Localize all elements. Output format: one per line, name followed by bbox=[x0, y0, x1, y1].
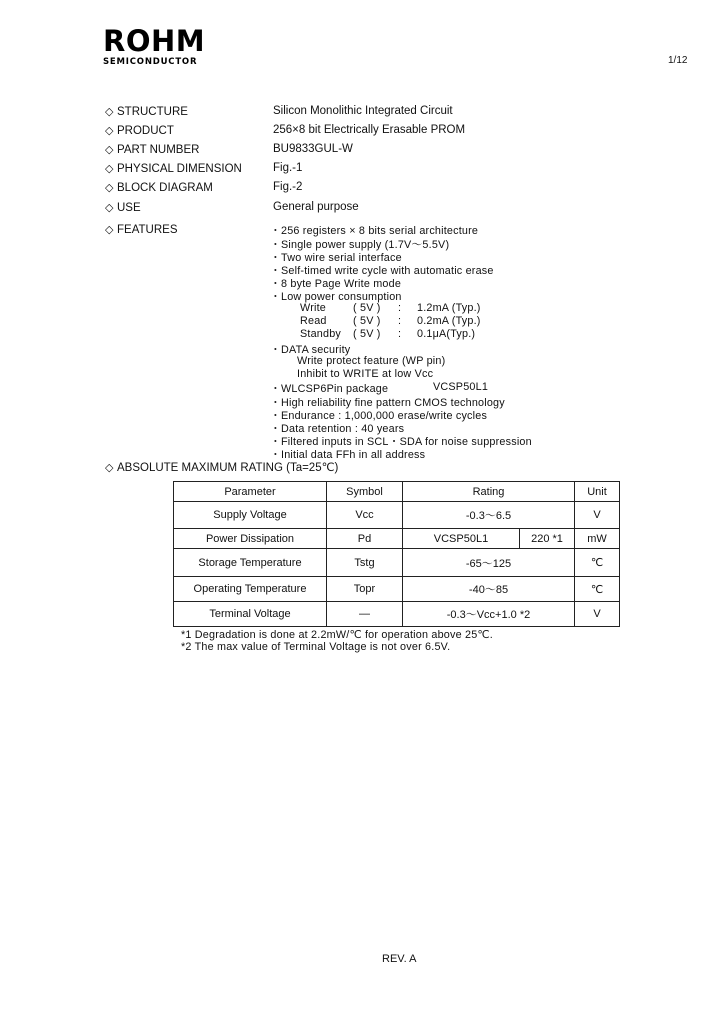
amr-title: ABSOLUTE MAXIMUM RATING (Ta=25℃) bbox=[117, 462, 339, 474]
cell-symbol: Vcc bbox=[327, 502, 403, 529]
security-item: Write protect feature (WP pin) bbox=[297, 355, 446, 367]
power-value: 1.2mA (Typ.) bbox=[417, 302, 481, 314]
security-item: Inhibit to WRITE at low Vcc bbox=[297, 368, 434, 380]
power-separator: : bbox=[398, 302, 402, 314]
table-footnote-1: *1 Degradation is done at 2.2mW/℃ for operation above 25℃. bbox=[181, 629, 493, 641]
table-row bbox=[174, 577, 620, 602]
spec-label: BLOCK DIAGRAM bbox=[117, 182, 213, 194]
cell-rating: -0.3～6.5 bbox=[403, 502, 575, 529]
cell-symbol: Pd bbox=[327, 529, 403, 549]
diamond-outline-icon: ◇ bbox=[105, 202, 114, 214]
cell-symbol: — bbox=[327, 602, 403, 627]
diamond-outline-icon: ◇ bbox=[105, 182, 114, 194]
cell-rating: -65～125 bbox=[403, 549, 575, 577]
feature-item: ・Initial data FFh in all address bbox=[270, 449, 426, 461]
feature-item: ・Self-timed write cycle with automatic erase bbox=[270, 265, 494, 277]
cell-unit: ℃ bbox=[575, 577, 620, 602]
table-row bbox=[174, 549, 620, 577]
power-separator: : bbox=[398, 315, 402, 327]
package-value: VCSP50L1 bbox=[433, 381, 489, 393]
cell-parameter: Supply Voltage bbox=[174, 502, 327, 529]
feature-item: ・Data retention : 40 years bbox=[270, 423, 405, 435]
company-logo-subtitle: SEMICONDUCTOR bbox=[103, 57, 198, 67]
cell-parameter: Operating Temperature bbox=[174, 577, 327, 602]
spec-label: STRUCTURE bbox=[117, 106, 188, 118]
header-rating: Rating bbox=[403, 482, 575, 502]
cell-rating: -40～85 bbox=[403, 577, 575, 602]
cell-unit: mW bbox=[575, 529, 620, 549]
header-symbol: Symbol bbox=[327, 482, 403, 502]
cell-unit: ℃ bbox=[575, 549, 620, 577]
spec-label: PRODUCT bbox=[117, 125, 174, 137]
feature-item-data-security: ・DATA security bbox=[270, 344, 351, 356]
page-number: 1/12 bbox=[668, 55, 688, 66]
power-condition: ( 5V ) bbox=[353, 302, 381, 314]
cell-parameter: Storage Temperature bbox=[174, 549, 327, 577]
diamond-outline-icon: ◇ bbox=[105, 106, 114, 118]
feature-item: ・Low power consumption bbox=[270, 291, 402, 303]
cell-symbol: Topr bbox=[327, 577, 403, 602]
feature-item: ・256 registers × 8 bits serial architecture bbox=[270, 225, 479, 237]
spec-value: General purpose bbox=[273, 201, 359, 213]
table-footnote-2: *2 The max value of Terminal Voltage is not over 6.5V. bbox=[181, 641, 451, 653]
feature-item: ・High reliability fine pattern CMOS technology bbox=[270, 397, 505, 409]
table-row bbox=[174, 602, 620, 627]
cell-parameter: Terminal Voltage bbox=[174, 602, 327, 627]
cell-rating-package: VCSP50L1 bbox=[403, 529, 520, 549]
spec-value: 256×8 bit Electrically Erasable PROM bbox=[273, 124, 466, 136]
spec-value: BU9833GUL-W bbox=[273, 143, 353, 155]
header-parameter: Parameter bbox=[174, 482, 327, 502]
cell-rating-value: 220 *1 bbox=[520, 529, 575, 549]
features-label: FEATURES bbox=[117, 224, 178, 236]
spec-label: PART NUMBER bbox=[117, 144, 200, 156]
spec-value: Fig.-2 bbox=[273, 181, 303, 193]
feature-item: ・8 byte Page Write mode bbox=[270, 278, 402, 290]
spec-label: USE bbox=[117, 202, 141, 214]
absolute-maximum-rating-table bbox=[173, 481, 620, 627]
diamond-outline-icon: ◇ bbox=[105, 462, 114, 474]
feature-item: ・Endurance : 1,000,000 erase/write cycles bbox=[270, 410, 488, 422]
power-value: 0.1μA(Typ.) bbox=[417, 328, 476, 340]
cell-unit: V bbox=[575, 502, 620, 529]
table-row bbox=[174, 502, 620, 529]
revision-label: REV. A bbox=[382, 953, 417, 965]
header-unit: Unit bbox=[575, 482, 620, 502]
power-mode: Standby bbox=[300, 328, 342, 340]
feature-item-package: ・WLCSP6Pin package bbox=[270, 383, 389, 395]
diamond-outline-icon: ◇ bbox=[105, 144, 114, 156]
power-condition: ( 5V ) bbox=[353, 315, 381, 327]
power-value: 0.2mA (Typ.) bbox=[417, 315, 481, 327]
diamond-outline-icon: ◇ bbox=[105, 224, 114, 236]
feature-item: ・Single power supply (1.7V～5.5V) bbox=[270, 239, 450, 251]
table-header-row bbox=[174, 482, 620, 502]
feature-item: ・Two wire serial interface bbox=[270, 252, 402, 264]
power-separator: : bbox=[398, 328, 402, 340]
diamond-outline-icon: ◇ bbox=[105, 163, 114, 175]
table-row bbox=[174, 529, 620, 549]
cell-parameter: Power Dissipation bbox=[174, 529, 327, 549]
spec-value: Silicon Monolithic Integrated Circuit bbox=[273, 105, 453, 117]
cell-symbol: Tstg bbox=[327, 549, 403, 577]
cell-unit: V bbox=[575, 602, 620, 627]
company-logo: ROHM bbox=[103, 24, 206, 58]
power-condition: ( 5V ) bbox=[353, 328, 381, 340]
feature-item: ・Filtered inputs in SCL・SDA for noise suppression bbox=[270, 436, 532, 448]
cell-rating: -0.3～Vcc+1.0 *2 bbox=[403, 602, 575, 627]
diamond-outline-icon: ◇ bbox=[105, 125, 114, 137]
spec-value: Fig.-1 bbox=[273, 162, 303, 174]
spec-label: PHYSICAL DIMENSION bbox=[117, 163, 242, 175]
power-mode: Read bbox=[300, 315, 327, 327]
power-mode: Write bbox=[300, 302, 326, 314]
